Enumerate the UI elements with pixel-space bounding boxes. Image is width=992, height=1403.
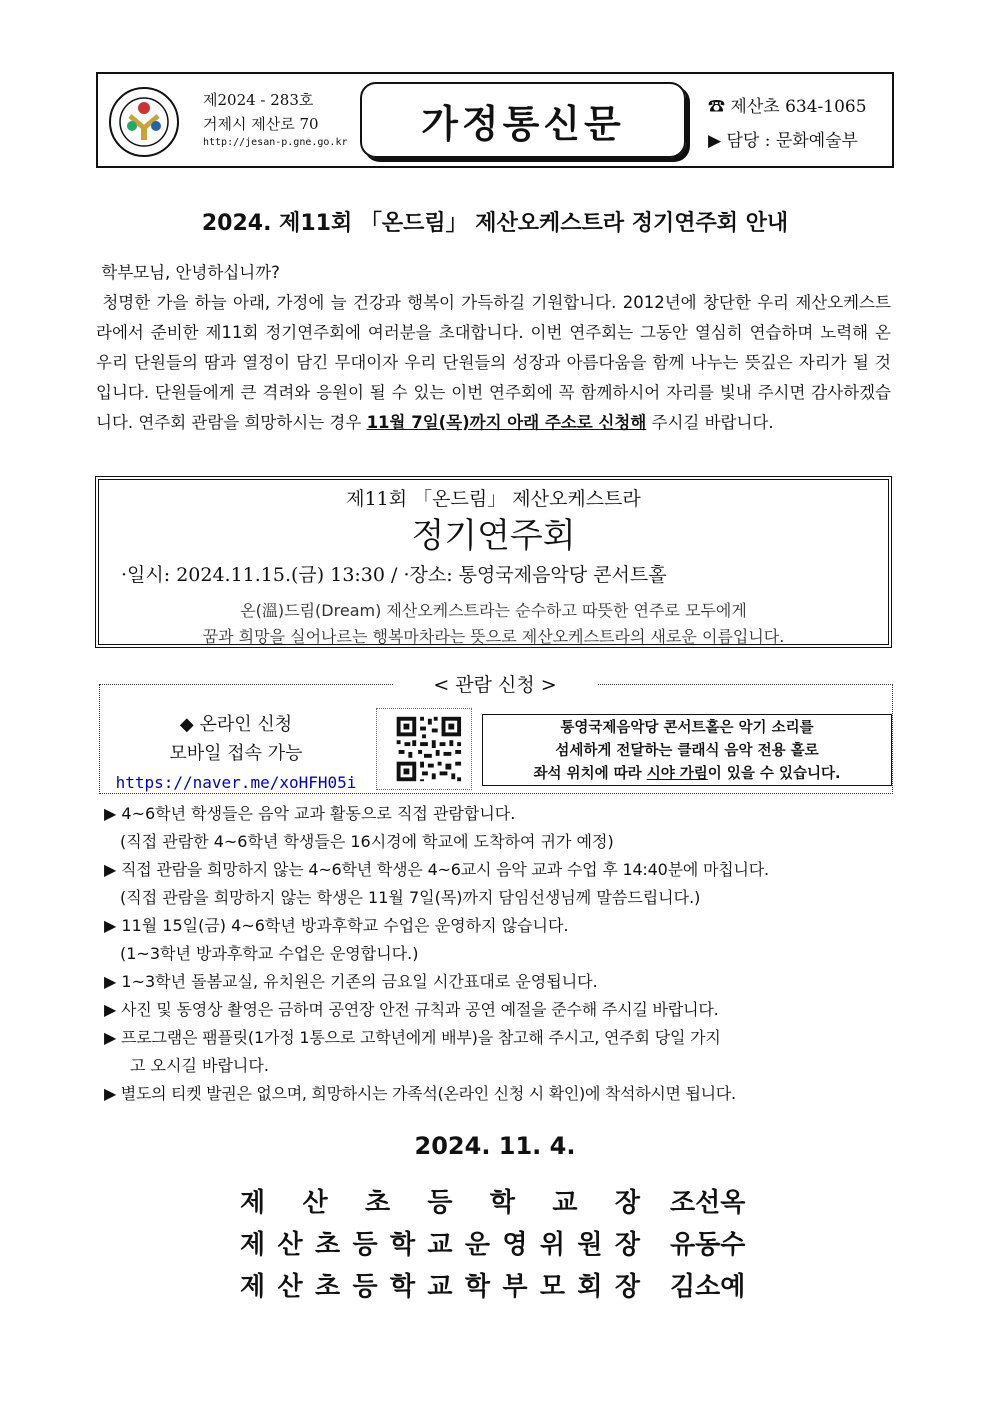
list-item: ▶ 프로그램은 팸플릿(1가정 1통으로 고학년에게 배부)을 참고해 주시고, 연주회 당일 가지 — [104, 1028, 721, 1047]
signature-org: 제 산 초 등 학 교 운 영 위 원 장 — [240, 1230, 640, 1260]
list-item: ▶ 11월 15일(금) 4~6학년 방과후학교 수업은 운영하지 않습니다. — [104, 916, 569, 935]
list-item: (직접 관람을 희망하지 않는 학생은 11월 7일(목)까지 담임선생님께 말씀드립니다.) — [120, 888, 701, 907]
concert-subtitle: 제11회 「온드림」 제산오케스트라 — [346, 488, 641, 510]
list-item: ▶ 4~6학년 학생들은 음악 교과 활동으로 직접 관람합니다. — [104, 804, 516, 823]
issue-date: 2024. 11. 4. — [414, 1132, 576, 1160]
page-title: 가정통신문 — [421, 101, 625, 146]
school-address: 거제시 제산로 70 — [203, 115, 319, 133]
school-logo-icon — [108, 86, 180, 158]
manager: ▶ 담당 : 문화예술부 — [708, 131, 858, 151]
issue-number: 제2024 - 283호 — [203, 91, 314, 109]
concert-description: 온(溫)드림(Dream) 제산오케스트라는 순수하고 따뜻한 연주로 모두에게 꿈과 희망을 실어나르는 행복마차라는 뜻으로 제산오케스트라의 새로운 이름입니다. — [202, 601, 785, 646]
issue-info — [203, 88, 348, 150]
phone: ☎ 제산초 634-1065 — [708, 97, 867, 117]
view-obstruction: 시야 가림 — [646, 766, 708, 782]
main-title: 2024. 제11회 「온드림」 제산오케스트라 정기연주회 안내 — [201, 211, 789, 236]
notice-list — [104, 800, 896, 1108]
list-item: ▶ 별도의 티켓 발권은 없으며, 희망하시는 가족석(온라인 신청 시 확인)에 착석하시면 됩니다. — [104, 1084, 736, 1103]
contact-info — [708, 90, 867, 158]
application-title: < 관람 신청 > — [96, 670, 894, 697]
signature-name: 김소예 — [670, 1272, 746, 1302]
online-application — [107, 710, 365, 797]
mobile-note: 모바일 접속 가능 — [169, 743, 303, 764]
list-item: 고 오시길 바랍니다. — [130, 1056, 269, 1075]
signature-committee — [240, 1224, 760, 1261]
body-text — [96, 258, 891, 438]
signature-name: 유동수 — [670, 1230, 746, 1260]
hall-note: 통영국제음악당 콘서트홀은 악기 소리를 섬세하게 전달하는 클래식 음악 전용 홀로 좌석 위치에 따라 시야 가림이 있을 수 있습니다. — [482, 714, 892, 786]
signature-principal — [240, 1182, 760, 1219]
intro-paragraph: 청명한 가을 하늘 아래, 가정에 늘 건강과 행복이 가득하길 기원합니다. 2012년에 창단한 우리 제산오케스트라에서 준비한 제11회 정기연주회에 여러분을 초대합니다. 이번 연주회는 그동안 열심히 연습하며 노력해 온 우리 단원들의 땀과 열정이 담긴 무대이자 우리 단원들의 성장과 아름다움을 함께 나누는 뜻깊은 자리가 될 것입니다. 단원들에게 큰 격려와 응원이 될 수 있는 이번 연주회에 꼭 함께하시어 자리를 빛내 주시면 감사하겠습니다. 연주회 관람을 희망하시는 경우 11월 7일(목)까지 아래 주소로 신청해 주시길 바랍니다. — [96, 293, 891, 432]
school-url[interactable]: http://jesan-p.gne.go.kr — [203, 137, 348, 148]
online-label: ◆ 온라인 신청 — [179, 714, 293, 735]
header — [96, 72, 894, 168]
list-item: (직접 관람한 4~6학년 학생들은 16시경에 학교에 도착하여 귀가 예정) — [120, 832, 614, 851]
concert-info-box — [95, 476, 892, 648]
signature-org: 제 산 초 등 학 교 장 — [240, 1188, 640, 1218]
qr-code-icon[interactable] — [376, 708, 472, 790]
greeting: 학부모님, 안녕하십니까? — [101, 263, 280, 282]
application-link[interactable]: https://naver.me/xoHFH05i — [115, 773, 357, 792]
list-item: ▶ 직접 관람을 희망하지 않는 4~6학년 학생은 4~6교시 음악 교과 수업 후 14:40분에 마칩니다. — [104, 860, 769, 879]
signature-name: 조선옥 — [670, 1188, 746, 1218]
list-item: (1~3학년 방과후학교 수업은 운영합니다.) — [120, 944, 419, 963]
list-item: ▶ 사진 및 동영상 촬영은 금하며 공연장 안전 규칙과 공연 예절을 준수해 주시길 바랍니다. — [104, 1000, 719, 1019]
signature-parents — [240, 1266, 760, 1303]
title-box — [360, 82, 686, 158]
deadline-emphasis: 11월 7일(목)까지 아래 주소로 신청해 — [366, 413, 647, 432]
list-item: ▶ 1~3학년 돌봄교실, 유치원은 기존의 금요일 시간표대로 운영됩니다. — [104, 972, 598, 991]
signature-org: 제 산 초 등 학 교 학 부 모 회 장 — [240, 1272, 640, 1302]
concert-detail: ·일시: 2024.11.15.(금) 13:30 / ·장소: 통영국제음악당 콘서트홀 — [121, 564, 667, 586]
concert-title: 정기연주회 — [411, 516, 576, 556]
